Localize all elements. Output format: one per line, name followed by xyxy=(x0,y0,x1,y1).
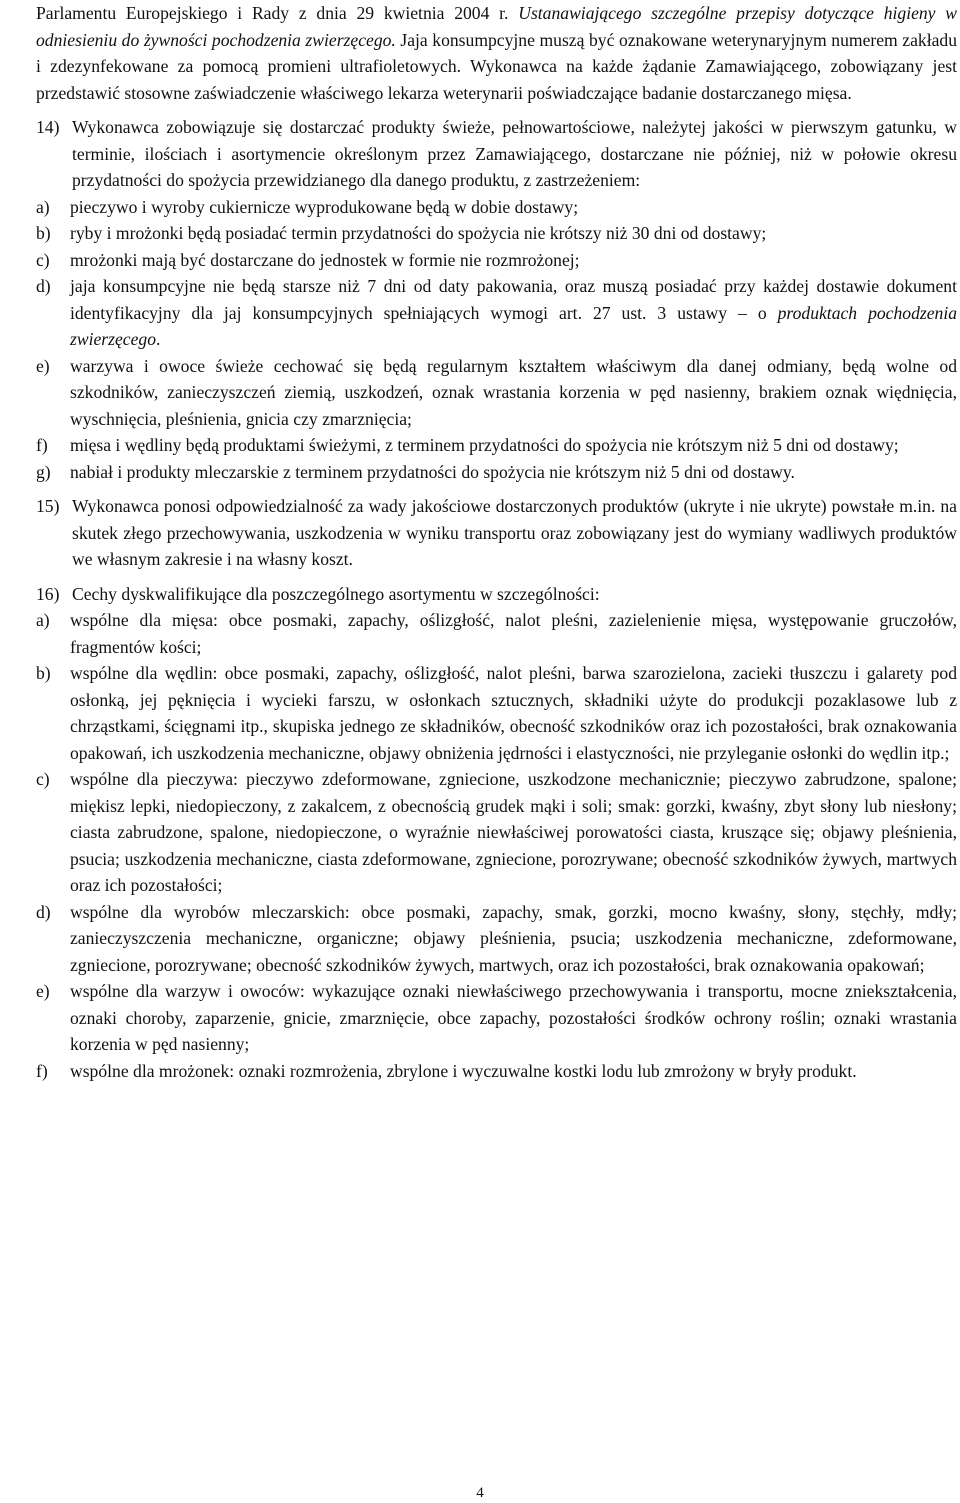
section-16-text: Cechy dyskwalifikujące dla poszczególnego asortymentu w szczególności: xyxy=(72,583,600,604)
list-item-text: wspólne dla warzyw i owoców: wykazujące oznaki niewłaściwego przechowywania i transportu, mocne zniekształcenia, oznaki choroby, zaparzenie, gnicie, zmarznięcie, obce zapachy, pozostałości środków ochrony roślin; oznaki wrastania korzenia w pęd nasienny; xyxy=(70,981,957,1054)
list-item-label: b) xyxy=(36,663,51,683)
list-item xyxy=(36,766,957,899)
section-14-text: Wykonawca zobowiązuje się dostarczać produkty świeże, pełnowartościowe, należytej jakości w pierwszym gatunku, w terminie, ilościach i asortymencie określonym przez Zamawiającego, dostarczane nie później, niż w połowie okresu przydatności do spożycia przewidzianego dla danego produktu, z zastrzeżeniem: xyxy=(72,117,957,190)
list-item-text: warzywa i owoce świeże cechować się będą regularnym kształtem właściwym dla danej odmiany, będą wolne od szkodników, zanieczyszczeń ziemią, uszkodzeń, oznak wrastania korzenia w pęd nasienny, brakiem oznak więdnięcia, wyschnięcia, pleśnienia, gnicia czy zmarznięcia; xyxy=(70,355,957,429)
list-item xyxy=(36,1058,957,1085)
section-16-number: 16) xyxy=(36,583,60,604)
list-item-act-title: produktach pochodzenia zwierzęcego xyxy=(70,302,958,349)
section-15-text: Wykonawca ponosi odpowiedzialność za wady jakościowe dostarczonych produktów (ukryte i nie ukryte) powstałe m.in. na skutek złego przechowywania, uszkodzenia w wyniku transportu oraz zobowiązany jest do wymiany wadliwych produktów we własnym zakresie i na własny koszt. xyxy=(72,496,957,569)
list-item-label: d) xyxy=(36,901,51,922)
list-item-text: wspólne dla mięsa: obce posmaki, zapachy, oślizgłość, nalot pleśni, zazielenienie mięsa, występowanie gruczołów, fragmentów kości; xyxy=(70,610,957,657)
list-item-text: wspólne dla wyrobów mleczarskich: obce posmaki, zapachy, smak, gorzki, mocno kwaśny, słony, stęchły, mdły; zanieczyszczenia mechaniczne, organiczne; objawy pleśnienia, psucia; uszkodzenia mechaniczne, zdeformowane, zgniecione, porozrywane; obecność szkodników żywych, martwych, oraz ich pozostałości, brak oznakowania opakowań; xyxy=(70,901,957,975)
list-item-text: ryby i mrożonki będą posiadać termin przydatności do spożycia nie krótszy niż 30 dni od dostawy; xyxy=(70,223,767,243)
list-item-text: wspólne dla mrożonek: oznaki rozmrożenia, zbrylone i wyczuwalne kostki lodu lub zmrożony w bryły produkt. xyxy=(70,1060,857,1081)
section-14-list xyxy=(36,194,957,486)
section-14 xyxy=(36,114,957,194)
list-item-label: a) xyxy=(36,196,50,217)
list-item-text xyxy=(70,273,957,353)
section-16 xyxy=(36,581,957,608)
list-item xyxy=(36,353,957,433)
list-item-text: nabiał i produkty mleczarskie z terminem przydatności do spożycia nie krótszym niż 5 dni od dostawy. xyxy=(70,461,795,482)
list-item xyxy=(36,899,957,979)
list-item-text-tail: . xyxy=(156,329,161,349)
list-item xyxy=(36,459,957,486)
list-item-label: c) xyxy=(36,769,50,789)
list-item-text: mrożonki mają być dostarczane do jednostek w formie nie rozmrożonej; xyxy=(70,249,580,270)
list-item xyxy=(36,273,957,353)
section-15-number: 15) xyxy=(36,496,60,516)
list-item xyxy=(36,247,957,274)
list-item-text: wspólne dla wędlin: obce posmaki, zapachy, oślizgłość, nalot pleśni, barwa szarozielona, zacieki tłuszczu i galarety pod osłonką, jej pęknięcia i wycieki farszu, w osłonkach sztucznych, składniki użyte do produkcji pozaklasowe lub z chrząstkami, ścięgnami itp., skupiska jednego ze składników, obecność szkodników oraz ich pozostałości, brak oznakowania opakowań, ich uszkodzenia mechaniczne, objawy obniżenia jędrności i elastyczności, nie przyleganie osłonki do wędlin itp.; xyxy=(70,663,957,763)
list-item-text: wspólne dla pieczywa: pieczywo zdeformowane, zgniecione, uszkodzone mechanicznie; pieczywo zabrudzone, spalone; miękisz lepki, niedopieczony, z zakalcem, z obecnością grudek mąki i soli; smak: gorzki, kwaśny, zbyt słony lub niesłony; ciasta zabrudzone, spalone, niedopieczone, o wyraźnie niewłaściwej porowatości ciasta, kruszące się; objawy pleśnienia, psucia; uszkodzenia mechaniczne, ciasta zdeformowane, zgniecione, porozrywane; obecność szkodników żywych, martwych oraz ich pozostałości; xyxy=(70,769,957,895)
list-item-label: d) xyxy=(36,276,51,296)
list-item xyxy=(36,220,957,247)
section-14-number: 14) xyxy=(36,117,60,137)
list-item-label: c) xyxy=(36,249,50,270)
intro-regulation-title: Ustanawiającego szczególne przepisy dotyczące higieny w odniesieniu do żywności pochodzenia zwierzęcego. xyxy=(36,3,957,50)
list-item-label: e) xyxy=(36,355,50,376)
list-item xyxy=(36,660,957,766)
document-page xyxy=(36,0,957,1084)
intro-paragraph xyxy=(36,0,957,106)
section-16-list xyxy=(36,607,957,1084)
list-item-label: f) xyxy=(36,435,48,455)
list-item xyxy=(36,432,957,459)
page-number: 4 xyxy=(476,1485,484,1501)
list-item-label: b) xyxy=(36,223,51,243)
list-item-label: a) xyxy=(36,610,50,630)
list-item xyxy=(36,607,957,660)
intro-text-1: Parlamentu Europejskiego i Rady z dnia 29 kwietnia 2004 r. xyxy=(36,3,519,23)
list-item-text-main: jaja konsumpcyjne nie będą starsze niż 7 dni od daty pakowania, oraz muszą posiadać przy każdej dostawie dokument identyfikacyjny dla jaj konsumpcyjnych spełniających wymogi art. 27 ust. 3 ustawy – o xyxy=(70,276,957,323)
section-15 xyxy=(36,493,957,573)
list-item-label: g) xyxy=(36,461,51,482)
list-item-text: pieczywo i wyroby cukiernicze wyprodukowane będą w dobie dostawy; xyxy=(70,196,579,217)
list-item xyxy=(36,194,957,221)
list-item-label: f) xyxy=(36,1060,48,1081)
list-item-label: e) xyxy=(36,981,50,1001)
list-item-text: mięsa i wędliny będą produktami świeżymi, z terminem przydatności do spożycia nie krótszym niż 5 dni od dostawy; xyxy=(70,435,899,455)
intro-text-2: Jaja konsumpcyjne muszą być oznakowane weterynaryjnym numerem zakładu i zdezynfekowane za pomocą promieni ultrafioletowych. Wykonawca na każde żądanie Zamawiającego, zobowiązany jest przedstawić stosowne zaświadczenie właściwego lekarza weterynarii poświadczające badanie dostarczanego mięsa. xyxy=(36,29,957,103)
list-item xyxy=(36,978,957,1058)
